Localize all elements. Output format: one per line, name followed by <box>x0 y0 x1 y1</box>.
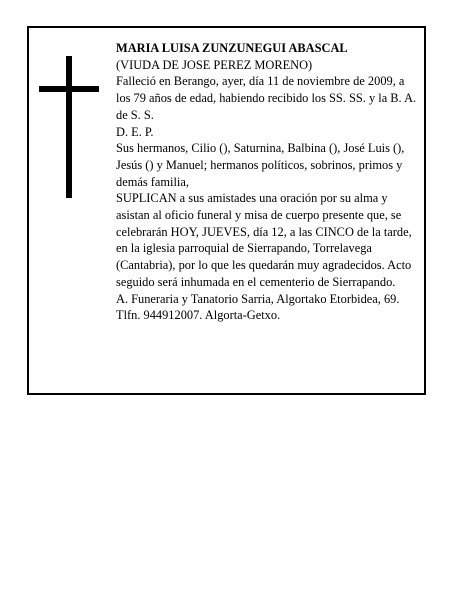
death-info: Falleció en Berango, ayer, día 11 de noviembre de 2009, a los 79 años de edad, habiendo recibido los SS. SS. y la B. A. de S. S. <box>116 74 417 122</box>
notice-text <box>116 40 420 324</box>
obituary-notice <box>27 26 426 395</box>
cross-horizontal-bar <box>39 86 99 92</box>
funeral-home: A. Funeraria y Tanatorio Sarria, Algortako Etorbidea, 69. Tlfn. 944912007. Algorta-Getxo. <box>116 291 400 323</box>
deceased-name: MARIA LUISA ZUNZUNEGUI ABASCAL <box>116 41 348 55</box>
widow-of: (VIUDA DE JOSE PEREZ MORENO) <box>116 57 313 72</box>
family-list: Sus hermanos, Cilio (), Saturnina, Balbina (), José Luis (), Jesús () y Manuel; hermanos políticos, sobrinos, primos y demás familia, <box>116 141 405 189</box>
cross-icon <box>39 56 99 198</box>
funeral-request: SUPLICAN a sus amistades una oración por su alma y asistan al oficio funeral y misa de cuerpo presente que, se celebrarán HOY, JUEVES, día 12, a las CINCO de la tarde, en la iglesia parroquial de Sierrapando, Torrelavega (Cantabria), por lo que les quedarán muy agradecidos. Acto seguido será inhumada en el cementerio de Sierrapando. <box>116 191 412 289</box>
cross-vertical-bar <box>66 56 72 198</box>
rest-in-peace: D. E. P. <box>116 124 154 139</box>
